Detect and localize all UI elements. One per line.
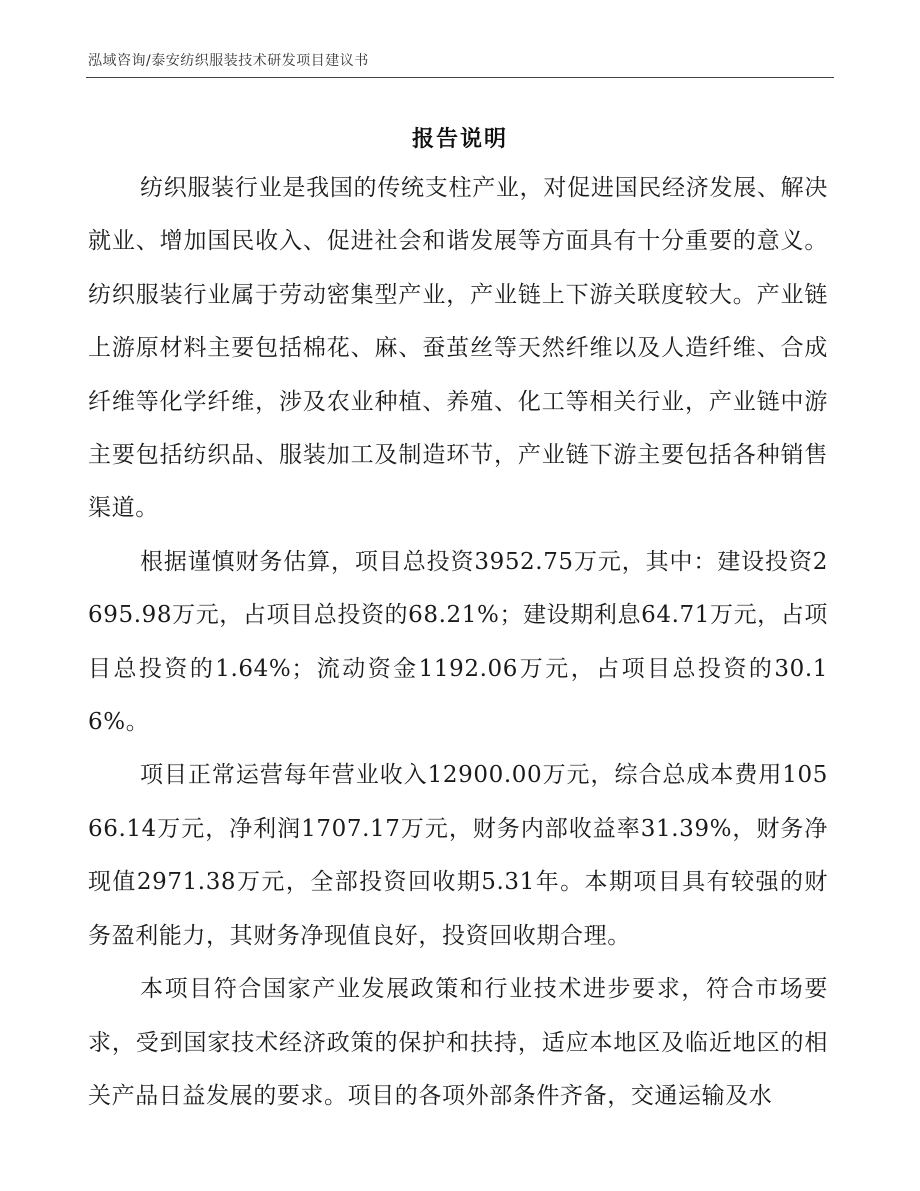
paragraph-policy-compliance: 本项目符合国家产业发展政策和行业技术进步要求，符合市场要求，受到国家技术经济政策的保护和扶持，适应本地区及临近地区的相关产品日益发展的要求。项目的各项外部条件齐备，交通运输及水 <box>88 976 828 1109</box>
paragraph-investment-estimate: 根据谨慎财务估算，项目总投资3952.75万元，其中：建设投资2695.98万元，占项目总投资的68.21%；建设期利息64.71万元，占项目总投资的1.64%；流动资金1192.06万元，占项目总投资的30.16%。 <box>88 548 828 736</box>
header-divider <box>86 77 834 78</box>
paragraph-financial-returns: 项目正常运营每年营业收入12900.00万元，综合总成本费用10566.14万元，净利润1707.17万元，财务内部收益率31.39%，财务净现值2971.38万元，全部投资回收期5.31年。本期项目具有较强的财务盈利能力，其财务净现值良好，投资回收期合理。 <box>88 762 828 949</box>
running-header: 泓域咨询/泰安纺织服装技术研发项目建议书 <box>88 53 369 69</box>
page-title: 报告说明 <box>411 127 508 152</box>
document-body <box>88 162 828 1123</box>
paragraph-industry-overview: 纺织服装行业是我国的传统支柱产业，对促进国民经济发展、解决就业、增加国民收入、促进社会和谐发展等方面具有十分重要的意义。纺织服装行业属于劳动密集型产业，产业链上下游关联度较大。产业链上游原材料主要包括棉花、麻、蚕茧丝等天然纤维以及人造纤维、合成纤维等化学纤维，涉及农业种植、养殖、化工等相关行业，产业链中游主要包括纺织品、服装加工及制造环节，产业链下游主要包括各种销售渠道。 <box>88 175 828 522</box>
